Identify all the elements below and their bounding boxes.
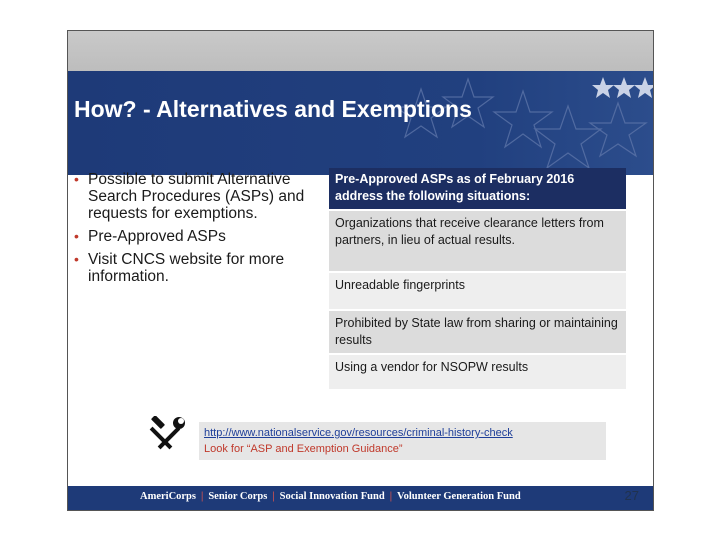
bullet-text: Visit CNCS website for more information. [88,251,285,285]
resource-hint: Look for “ASP and Exemption Guidance” [204,443,403,455]
asp-table-row: Prohibited by State law from sharing or maintaining results [329,309,626,353]
footer-bar [68,486,653,510]
program-social-innovation-fund: Social Innovation Fund [279,491,385,502]
asp-table-row: Using a vendor for NSOPW results [329,353,626,389]
asp-table-row: Organizations that receive clearance letters from partners, in lieu of actual results. [329,209,626,271]
bullet-item [74,171,324,222]
asp-table-row: Unreadable fingerprints [329,271,626,309]
bullet-item [74,228,324,245]
page-number: 27 [624,488,639,503]
footer-separator: | [272,491,275,502]
resource-link[interactable]: http://www.nationalservice.gov/resources/criminal-history-check [204,427,513,439]
asp-table [329,168,626,389]
slide-title: How? - Alternatives and Exemptions [74,96,472,122]
slide [67,30,654,511]
bullet-text: Pre-Approved ASPs [88,228,226,245]
title-band [68,71,653,175]
tools-icon [148,416,188,452]
resource-link-box [199,422,606,460]
footer-separator: | [201,491,204,502]
asp-table-header: Pre-Approved ASPs as of February 2016 address the following situations: [329,168,626,209]
program-americorps: AmeriCorps [140,491,196,502]
program-volunteer-generation-fund: Volunteer Generation Fund [397,491,521,502]
bullet-text: Possible to submit Alternative Search Procedures (ASPs) and requests for exemptions. [88,171,305,222]
bullet-list [74,171,324,291]
bullet-marker: • [74,171,79,187]
program-list [140,491,521,502]
footer-separator: | [389,491,393,502]
program-senior-corps: Senior Corps [208,491,268,502]
slide-top-bar [68,31,653,71]
bullet-marker: • [74,251,79,267]
bullet-marker: • [74,228,79,244]
stars-decoration [68,71,653,175]
bullet-item [74,251,324,285]
